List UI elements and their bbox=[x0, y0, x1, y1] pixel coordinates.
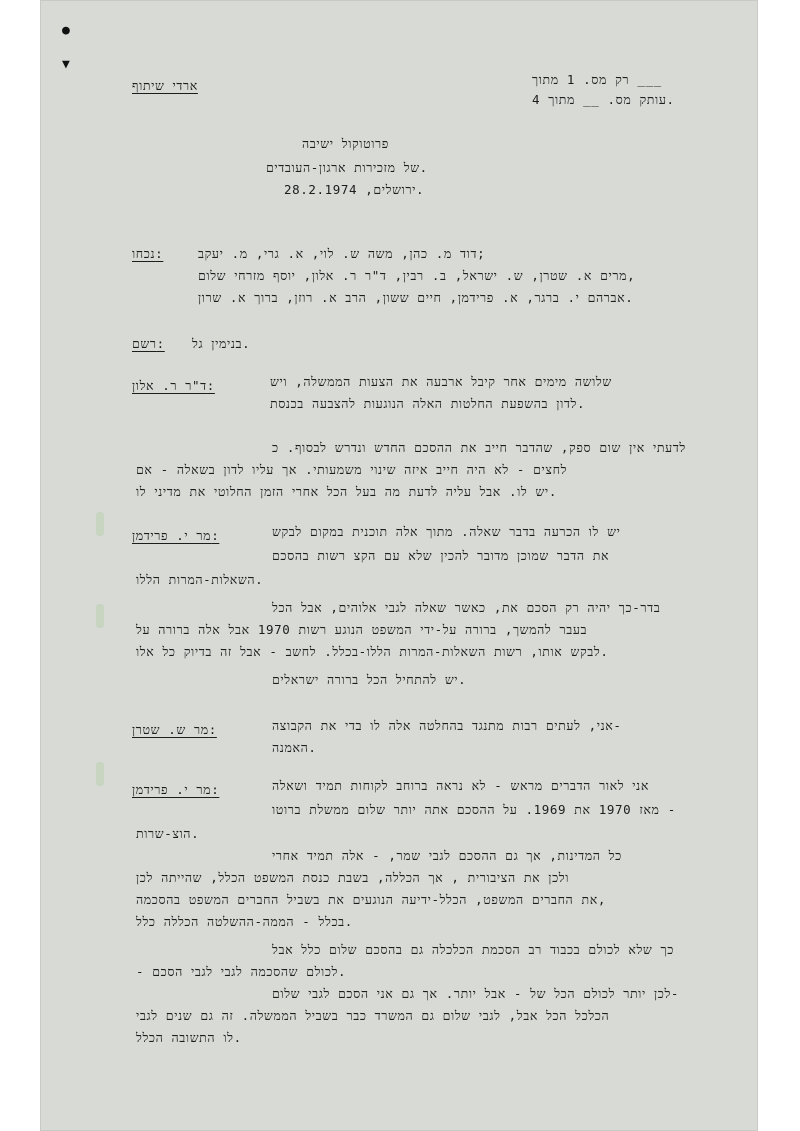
speech-line: אני, לעתים רבות מתנגד בהחלטה אלה לו בדי את הקבוצה- bbox=[272, 718, 622, 733]
speech-line: הכלכל הכל אבל, לגבי שלום גם המשרד כבר בשביל הממשלה. זה גם שנים לגבי bbox=[136, 1008, 610, 1023]
speech-line: יש לו הכרעה בדבר שאלה. מתוך אלה תוכנית במקום לבקש bbox=[272, 524, 621, 539]
speech-line: לדון בהשפעת החלטות האלה הנוגעות להצבעה בכנסת. bbox=[270, 396, 586, 411]
attendees-line: אברהם י. ברגר, א. פרידמן, חיים ששון, הרב א. רוזן, ברוך א. שרון. bbox=[198, 290, 634, 305]
speech-line: בעבר להמשך, ברורה על-ידי המשפט הנוגע רשות 1970 אבל אלה ברורה על bbox=[136, 622, 588, 637]
margin-mark bbox=[96, 512, 104, 536]
speech-line: כל המדינות, אך גם ההסכם לגבי שמר, - אלה תמיד אחרי bbox=[272, 848, 622, 863]
speech-line: בכלל - הממה-ההשלטה הכללה כלל. bbox=[136, 914, 353, 929]
attendees-line: מרים א. שטרן, ש. ישראל, ב. רבין, ד"ר ר. אלון, יוסף מזרחי שלום, bbox=[198, 268, 636, 283]
speaker-label: ד"ר ר. אלון: bbox=[132, 378, 215, 393]
speech-line: את החברים המשפט, הכלל-ידיעה הנוגעים את בשביל החברים המשפט בהסכמה, bbox=[136, 892, 606, 907]
speech-line: השאלות-המרות הללו. bbox=[136, 572, 264, 587]
speech-line: לכן יותר לכולם הכל של - אבל יותר. אך גם אני הסכם לגבי שלום- bbox=[272, 986, 680, 1001]
speech-line: יש להתחיל הכל ברורה ישראלים. bbox=[272, 672, 467, 687]
header-left-title: ארדי שיתוף bbox=[132, 78, 198, 93]
recorder-name: בנימין גל. bbox=[192, 336, 251, 351]
attendees-label: נכחו: bbox=[132, 246, 164, 261]
speech-line: מאז 1970 את 1969. על ההסכם אתה יותר שלום ממשלת ברוטו - bbox=[272, 802, 676, 817]
attendees-line: דוד מ. כהן, משה ש. לוי, א. גרי, מ. יעקב; bbox=[198, 246, 486, 261]
speech-line: האמנה. bbox=[272, 740, 317, 755]
document-sheet bbox=[40, 0, 758, 1131]
punch-hole-icon: ● bbox=[62, 23, 70, 38]
speech-line: יש לו. אבל עליה לדעת מה בעל הכל אחרי הזמן החלוטי את מדיני לו. bbox=[136, 484, 557, 499]
margin-mark bbox=[96, 762, 104, 786]
header-copy-number: עותק מס. __ מתוך 4. bbox=[532, 92, 675, 107]
punch-hole-icon: ▼ bbox=[62, 57, 70, 72]
speech-line: אני לאור הדברים מראש - לא נראה ברוחב לקוחות תמיד ושאלה bbox=[272, 778, 649, 793]
title-line-2: של מזכירות ארגון-העובדים. bbox=[266, 160, 428, 175]
speech-line: לבקש אותו, רשות השאלות-המרות הללו-בכלל. לחשב - אבל זה בדיוק כל אלו. bbox=[136, 644, 609, 659]
header-page-number: רק מס. 1 מתוך ___ bbox=[532, 72, 662, 87]
speech-line: בדר-כך יהיה רק הסכם את, כאשר שאלה לגבי אלוהים, אבל הכל bbox=[272, 600, 661, 615]
speech-line: - לכולם שהסכמה לגבי לגבי הסכם. bbox=[136, 964, 347, 979]
speech-line: הוצ-שרות. bbox=[136, 826, 200, 841]
speaker-label: מר י. פרידמן: bbox=[132, 528, 220, 543]
speech-line: כך שלא לכולם בכבוד רב הסכמת הכלכלה גם בהסכם שלום כלל אבל bbox=[272, 942, 674, 957]
title-line-3: ירושלים, 28.2.1974. bbox=[284, 182, 425, 197]
margin-mark bbox=[96, 604, 104, 628]
speech-line: לו התשובה הכלל. bbox=[136, 1030, 242, 1045]
speech-line: לחצים - לא היה חייב איזה שינוי משמעותי. אך עליו לדון בשאלה - אם bbox=[136, 462, 568, 477]
speaker-label: מר ש. שטרן: bbox=[132, 722, 217, 737]
speaker-label: מר י. פרידמן: bbox=[132, 782, 220, 797]
title-line-1: פרוטוקול ישיבה bbox=[302, 136, 389, 151]
speech-line: ולכן את הציבורית , אך הכללה, בשבת כנסת המשפט הכלל, שהייתה לכן bbox=[136, 870, 570, 885]
speech-line: את הדבר שמוכן מדובר להכין שלא עם הקצ רשות בהסכם bbox=[272, 548, 610, 563]
recorder-label: רשם: bbox=[132, 336, 165, 351]
speech-line: שלושה מימים אחר קיבל ארבעה את הצעות הממשלה, ויש bbox=[270, 374, 612, 389]
speech-line: לדעתי אין שום ספק, שהדבר חייב את ההסכם החדש ונדרש לבסוף. כ bbox=[272, 440, 686, 455]
